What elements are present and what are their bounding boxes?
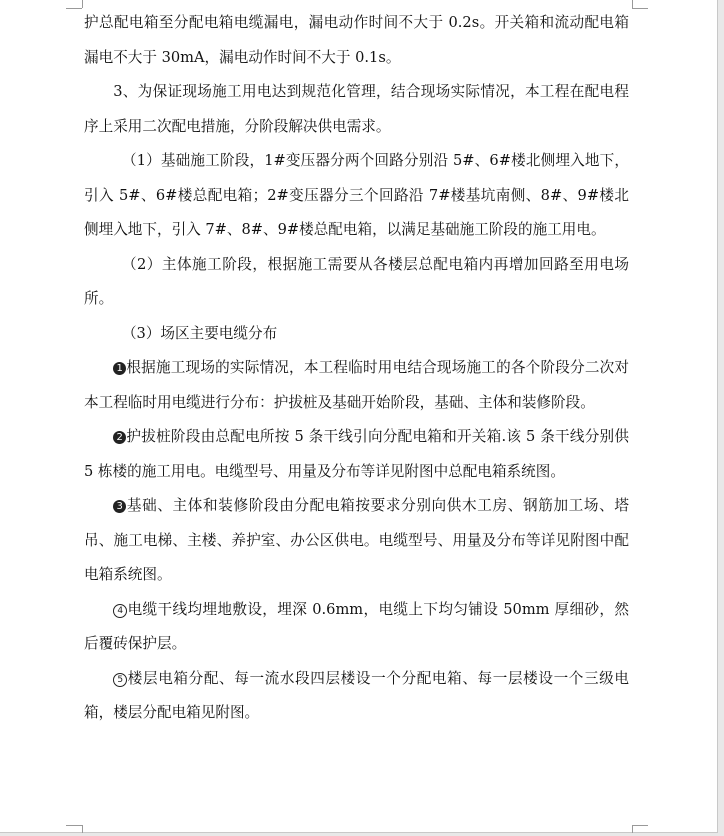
margin-mark-top-left — [66, 8, 82, 9]
circled-number-marker: 5 — [113, 673, 127, 687]
paragraph-text: 基础、主体和装修阶段由分配电箱按要求分别向供木工房、钢筋加工场、塔吊、施工电梯、主楼、养护室、办公区供电。电缆型号、用量及分布等详见附图中配电箱系统图。 — [84, 497, 629, 583]
circled-number-marker: 1 — [113, 362, 126, 375]
paragraph-cable-1 — [84, 351, 629, 420]
paragraph-cable-5 — [84, 662, 629, 731]
paragraph-cable-3 — [84, 489, 629, 593]
paragraph-text: 根据施工现场的实际情况，本工程临时用电结合现场施工的各个阶段分二次对本工程临时用电缆进行分布：护拔桩及基础开始阶段，基础、主体和装修阶段。 — [84, 359, 629, 411]
margin-mark-bottom-left — [66, 825, 82, 826]
paragraph-cable-4 — [84, 593, 629, 662]
margin-mark-top-left-v — [82, 0, 83, 8]
margin-mark-bottom-left-v — [82, 825, 83, 833]
paragraph-leakage: 护总配电箱至分配电箱电缆漏电，漏电动作时间不大于 0.2s。开关箱和流动配电箱漏电不大于 30mA，漏电动作时间不大于 0.1s。 — [84, 14, 629, 66]
paragraph-cable-2 — [84, 420, 629, 489]
paragraph-text: 护拔桩阶段由总配电所按 5 条干线引向分配电箱和开关箱.该 5 条干线分别供 5 栋楼的施工用电。电缆型号、用量及分布等详见附图中总配电箱系统图。 — [84, 428, 629, 480]
margin-mark-top-right-v — [632, 0, 633, 8]
paragraph-main-structure-stage: （2）主体施工阶段，根据施工需要从各楼层总配电箱内再增加回路至用电场所。 — [84, 255, 629, 307]
margin-mark-bottom-right — [632, 825, 648, 826]
document-body — [84, 6, 629, 731]
circled-number-marker: 2 — [113, 431, 126, 444]
paragraph-text: 电缆干线均埋地敷设，埋深 0.6mm，电缆上下均匀铺设 50mm 厚细砂，然后覆砖保护层。 — [84, 600, 629, 652]
margin-mark-bottom-right-v — [632, 825, 633, 833]
margin-mark-top-right — [632, 8, 648, 9]
circled-number-marker: 4 — [113, 604, 127, 618]
paragraph-foundation-stage: （1）基础施工阶段，1#变压器分两个回路分别沿 5#、6#楼北侧埋入地下，引入 5#、6#楼总配电箱；2#变压器分三个回路沿 7#楼基坑南侧、8#、9#楼北侧埋入地下，引入 7#、8#、9#楼总配电箱，以满足基础施工阶段的施工用电。 — [84, 152, 629, 238]
circled-number-marker: 3 — [113, 500, 126, 513]
paragraph-text: 楼层电箱分配、每一流水段四层楼设一个分配电箱、每一层楼设一个三级电箱，楼层分配电箱见附图。 — [84, 669, 629, 721]
paragraph-cable-heading: （3）场区主要电缆分布 — [121, 324, 278, 342]
paragraph-item-3: 3、为保证现场施工用电达到规范化管理，结合现场实际情况，本工程在配电程序上采用二次配电措施，分阶段解决供电需求。 — [84, 83, 629, 135]
